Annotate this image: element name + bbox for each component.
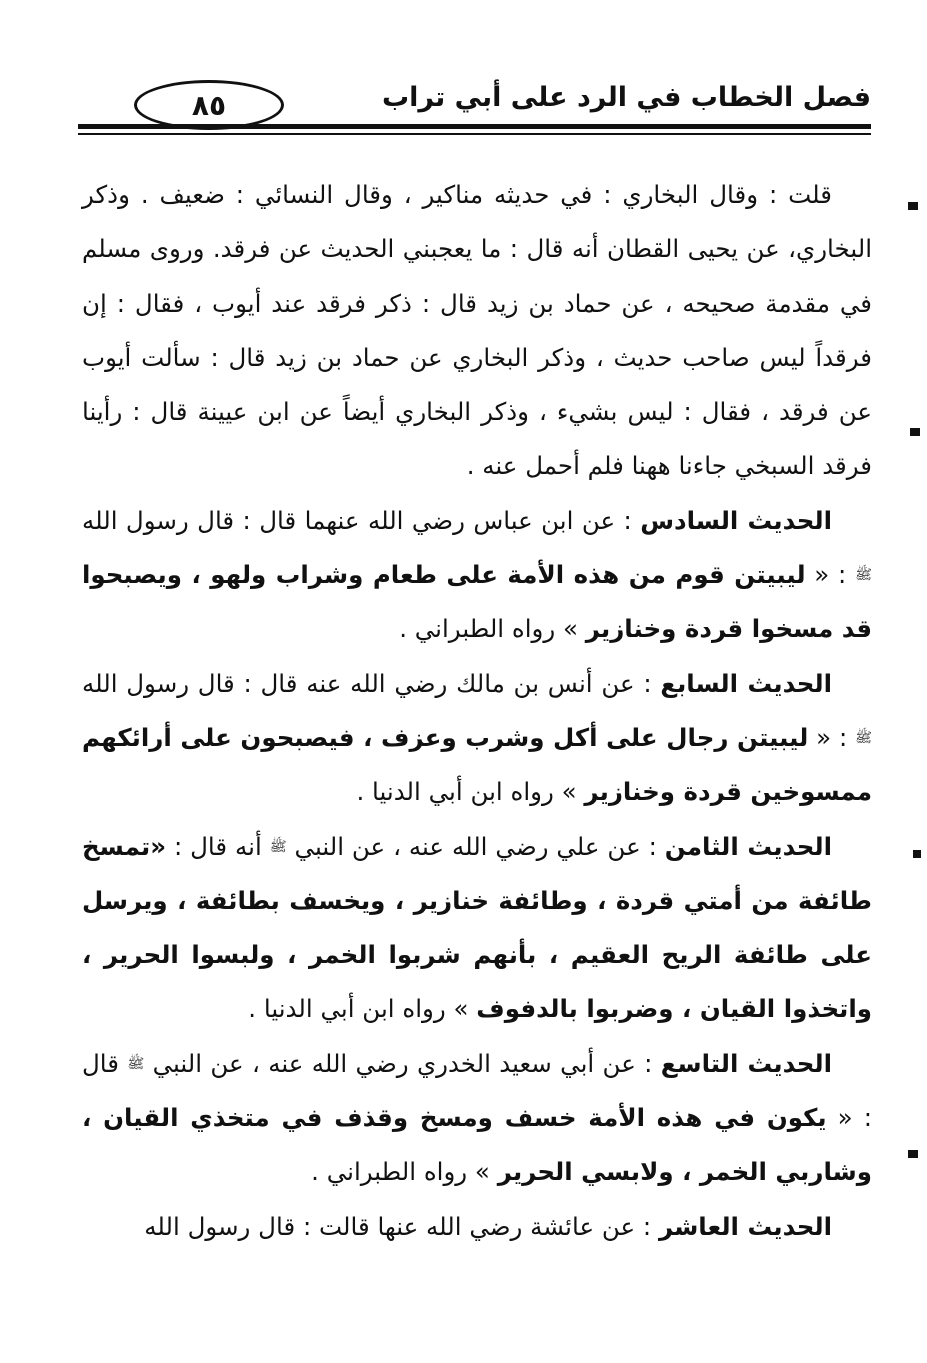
hadith-text: ليبيتن رجال على أكل وشرب وعزف ، فيصبحون على أرائكهم ممسوخين قردة وخنازير — [82, 722, 872, 807]
hadith-source: » رواه الطبراني . — [311, 1157, 498, 1187]
header-rule-thin — [78, 133, 871, 135]
hadith-intro: : عن أنس بن مالك رضي الله عنه قال : قال رسول الله — [82, 668, 661, 698]
hadith-intro: : عن ابن عباس رضي الله عنهما قال : قال رسول الله — [82, 505, 641, 535]
hadith-6 — [82, 494, 872, 657]
margin-mark — [910, 428, 920, 436]
hadith-intro: : عن عائشة رضي الله عنها قالت : قال رسول الله — [144, 1211, 659, 1241]
running-title: فصل الخطاب في الرد على أبي تراب — [381, 82, 871, 113]
hadith-title: الحديث السادس — [640, 505, 832, 535]
hadith-intro: : عن أبي سعيد الخدري رضي الله عنه ، عن النبي — [144, 1048, 661, 1078]
salutation-symbol: ﷺ — [269, 838, 287, 855]
hadith-intro: : عن علي رضي الله عنه ، عن النبي — [286, 831, 665, 861]
quote-open: : « — [805, 560, 856, 590]
salutation-symbol: ﷺ — [127, 1055, 145, 1072]
hadith-7 — [82, 657, 872, 820]
paragraph-text: قلت : وقال البخاري : في حديثه مناكير ، وقال النسائي : ضعيف . وذكر البخاري، عن يحيى القطان أنه قال : ما يعجبني الحديث عن فرقد. وروى مسلم في مقدمة صحيحه ، عن حماد بن زيد قال : ذكر فرقد عند أيوب ، فقال : إن فرقداً ليس صاحب حديث ، وذكر البخاري عن حماد بن زيد قال : سألت أيوب عن فرقد ، فقال : ليس بشيء ، وذكر البخاري أيضاً عن ابن عيينة قال : رأينا فرقد السبخي جاءنا ههنا فلم أحمل عنه . — [82, 180, 872, 481]
hadith-source: » رواه ابن أبي الدنيا . — [356, 777, 585, 807]
hadith-intro-cont: أنه قال : — [166, 831, 270, 861]
header-rule-thick — [78, 124, 871, 129]
hadith-text: يكون في هذه الأمة خسف ومسخ وقذف في متخذي القيان ، وشاربي الخمر ، ولابسي الحرير — [82, 1103, 872, 1187]
salutation-symbol: ﷺ — [855, 729, 872, 746]
margin-mark — [908, 202, 918, 210]
hadith-source: » رواه ابن أبي الدنيا . — [248, 994, 477, 1024]
hadith-source: » رواه الطبراني . — [399, 614, 586, 644]
paragraph-farqad — [82, 168, 872, 494]
hadith-text: تمسخ طائفة من أمتي قردة ، وطائفة خنازير ، ويخسف بطائفة ، ويرسل على طائفة الريح العقيم ، بأنهم شربوا الخمر ، ولبسوا الحرير ، واتخذوا القيان ، وضربوا بالدفوف — [82, 831, 872, 1024]
margin-mark — [913, 850, 921, 858]
hadith-title: الحديث العاشر — [658, 1211, 832, 1241]
hadith-title: الحديث السابع — [660, 668, 833, 698]
quote-open: : « — [808, 722, 856, 752]
hadith-title: الحديث الثامن — [664, 831, 832, 861]
page-body — [82, 168, 872, 1254]
quote-open: « — [150, 831, 167, 861]
margin-mark — [908, 1150, 918, 1158]
hadith-9 — [82, 1037, 872, 1200]
page-number-oval — [134, 80, 284, 130]
hadith-10 — [82, 1200, 872, 1254]
page-header — [78, 78, 871, 138]
hadith-intro-cont: قال : « — [82, 1048, 872, 1133]
hadith-title: الحديث التاسع — [660, 1048, 832, 1078]
hadith-text: ليبيتن قوم من هذه الأمة على طعام وشراب ولهو ، ويصبحوا قد مسخوا قردة وخنازير — [82, 560, 872, 644]
salutation-symbol: ﷺ — [855, 567, 872, 584]
page-number: ٨٥ — [191, 88, 227, 122]
hadith-8 — [82, 820, 872, 1037]
